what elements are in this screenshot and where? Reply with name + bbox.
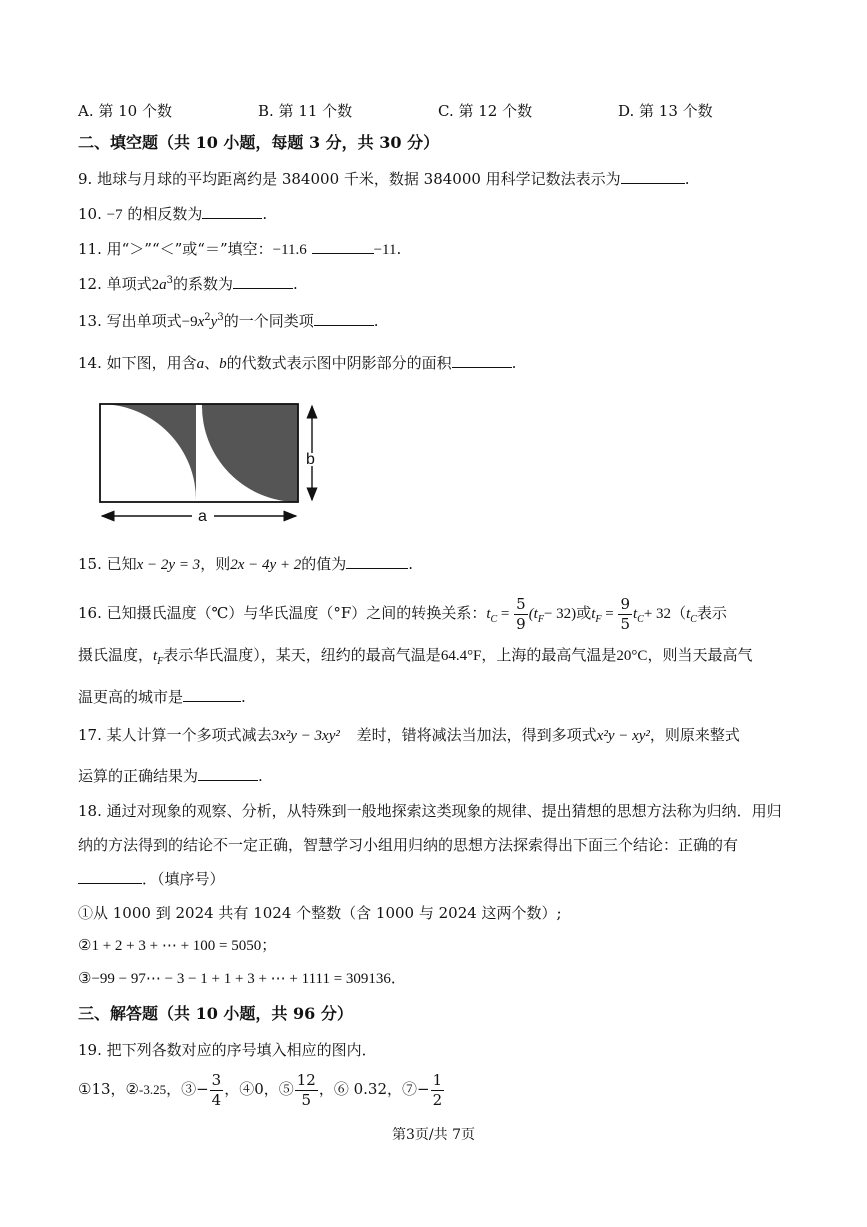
q18-item-3: ③−99 − 97⋯ − 3 − 1 + 1 + 3 + ⋯ + 1111 = 309136． [78,971,406,987]
question-13 [78,310,378,333]
q17-text: 17. 某人计算一个多项式减去 [78,726,272,744]
q16-tf-2-sub: F [157,656,164,667]
q16-line2-c: ，上海的最高气温是 [481,646,617,664]
q13-answer-blank [314,311,374,326]
q14-b: b [219,356,227,372]
question-14 [78,352,516,375]
q19-frac-3-4 [210,1070,224,1109]
section3-title: 三、解答题（共 10 小题，共 96 分） [78,1004,353,1023]
q19-frac3-den: 4 [211,1090,222,1109]
q16-tf-2: t [153,648,158,664]
question-18-line3 [78,868,225,890]
q16-line2-a: 摄氏温度， [78,646,154,664]
question-10 [78,203,267,226]
q19-n2: -3.25 [138,1082,167,1097]
q10-answer-blank [202,204,262,219]
q11-text: 11. 用“＞”“＜”或“＝”填空： [78,240,273,258]
q16-end: . [241,688,246,706]
q16-or: 或 [576,604,592,622]
q19-frac3-num: 3 [211,1070,222,1089]
q16-line3: 温更高的城市是 [78,688,184,706]
q16-frac2-den: 5 [620,614,630,633]
q15-answer-blank [346,554,408,569]
q12-text: 12. 单项式 [78,275,152,293]
q19-n3: ，③− [166,1080,209,1098]
q17-expr1: 3x²y − 3xy² [271,728,340,744]
question-18-line2: 纳的方法得到的结论不一定正确，智慧学习小组用归纳的思想方法探索得出下面三个结论：正确的有 [78,836,739,854]
section2-title: 二、填空题（共 10 小题，每题 3 分，共 30 分） [78,133,440,152]
q12-end: . [293,275,298,293]
q11-answer-blank [312,239,374,254]
q16-frac-9-5 [618,594,632,633]
question-16-line3 [78,686,246,708]
choice-d: D. 第 13 个数 [618,102,713,120]
q19-n4: ，④0，⑤ [224,1080,294,1098]
q10-num: 10. [78,205,102,223]
q17-answer-blank [198,766,258,781]
q16-ny-temp: 64.4°F [440,648,482,664]
q16-frac1-den: 9 [516,614,526,633]
page-footer: 第3页/共 7页 [392,1127,475,1143]
q16-tf: t [591,606,596,622]
q13-yexp: 3 [217,312,224,323]
q12-exp: 3 [166,275,173,286]
q16-tf-sub: F [595,614,602,625]
q15-end: . [408,555,414,573]
q16-tc-3: t [686,606,691,622]
q16-answer-blank [183,687,241,702]
q15-expr: 2x − 4y + 2 [230,557,302,573]
q16-paren: （ [671,604,687,622]
q16-eq1-rest: (t [528,606,538,622]
q16-sub-f: F [537,614,544,625]
q15-mid: ，则 [200,555,231,573]
choice-a: A. 第 10 个数 [78,102,172,120]
q16-frac1-num: 5 [516,594,526,613]
q14-a: a [196,356,205,372]
q14-sep: 、 [204,354,220,372]
q15-tail: 的值为 [301,555,347,573]
q16-line1: 16. 已知摄氏温度（℃）与华氏温度（°F）之间的转换关系： [78,604,487,622]
question-16-line2 [78,644,752,667]
q17-tail: ，则原来整式 [649,726,740,744]
q13-y: y [210,314,218,330]
q18-item-2: ②1 + 2 + 3 + ⋯ + 100 = 5050； [78,938,277,954]
question-17 [78,724,740,747]
q13-xexp: 2 [204,312,211,323]
q12-coef: 2 [151,277,160,293]
question-11 [78,238,401,261]
q11-left: −11.6 [272,242,307,258]
question-9 [78,168,689,190]
shaded-region-left [100,404,196,502]
q10-expr: −7 [106,207,123,223]
q16-note1: 表示 [696,604,727,622]
q13-tail: 的一个同类项 [223,312,314,330]
q19-frac-1-2 [431,1070,445,1109]
q9-end: . [684,170,690,188]
choice-b: B. 第 11 个数 [258,102,353,120]
q12-tail: 的系数为 [173,275,234,293]
q16-eq1-tail: − 32) [543,606,577,622]
q9-text: 9. 地球与月球的平均距离约是 384000 千米，数据 384000 用科学记数法表示为 [78,170,621,188]
q14-text: 14. 如下图，用含 [78,354,197,372]
question-19: 19. 把下列各数对应的序号填入相应的图内． [78,1041,377,1059]
q11-right: −11 [373,242,397,258]
q11-end: . [396,240,402,258]
question-12 [78,273,298,296]
q16-eq2-tail: + 32 [643,606,672,622]
question-15 [78,553,413,576]
label-a: a [198,508,207,525]
q16-line2-b: 表示华氏温度），某天，纽约的最高气温是 [163,646,441,664]
q19-frac7-den: 2 [432,1090,443,1109]
q13-x: x [197,314,205,330]
question-17-line2 [78,765,263,787]
q17-end: . [258,767,263,785]
q19-frac5-num: 12 [296,1070,316,1089]
choice-c: C. 第 12 个数 [438,102,533,120]
q19-frac5-den: 5 [301,1090,312,1109]
q19-frac-12-5 [295,1070,318,1109]
question-16: 16. 已知摄氏温度（℃）与华氏温度（°F）之间的转换关系：$t_C$ = $\frac{5}{9}$ $(t_F- 32)$或$t_F$ = $\frac{9}{5}$ $t_C+ 32(t_C$表示 [78,594,727,633]
q16-tc: t [486,606,491,622]
q17-expr2: x²y − xy² [596,728,650,744]
q9-answer-blank [621,169,685,184]
q16-tc-3-sub: C [690,614,697,625]
q19-numbers [78,1068,445,1111]
q18-line3: ．（填序号） [142,870,225,888]
q16-sub-c: C [490,614,498,625]
q19-n6: ，⑥ 0.32，⑦− [318,1080,430,1098]
q14-answer-blank [452,353,512,368]
label-b: b [306,451,315,468]
q12-var: a [159,277,167,293]
shaded-rectangle-figure [92,396,332,528]
q12-answer-blank [233,274,293,289]
shaded-region-right [202,404,298,502]
q13-coef: −9 [181,314,198,330]
q17-line2: 运算的正确结果为 [78,767,199,785]
question-18: 18. 通过对现象的观察、分析，从特殊到一般地探索这类现象的规律、提出猜想的思想方法称为归纳．用归 [78,802,782,820]
q15-text: 15. 已知 [78,555,137,573]
q16-tc-2-sub: C [637,614,644,625]
q15-cond: x − 2y = 3 [136,557,201,573]
q10-text: 的相反数为 [127,205,203,223]
q16-tc-2: t [633,606,638,622]
q16-frac2-num: 9 [620,594,630,613]
q16-sh-temp: 20°C [616,648,648,664]
q19-n1: ①13，② [78,1080,139,1098]
q13-end: . [373,312,379,330]
q14-tail: 的代数式表示图中阴影部分的面积 [226,354,452,372]
q18-answer-blank [78,869,142,884]
q18-item-1: ①从 1000 到 2024 共有 1024 个整数（含 1000 与 2024 这两个数）; [78,904,562,922]
q17-mid: 差时，错将减法当加法，得到多项式 [356,726,597,744]
q16-line2-d: ，则当天最高气 [647,646,753,664]
q16-frac-5-9 [514,594,528,633]
q13-text: 13. 写出单项式 [78,312,182,330]
q10-end: . [262,205,268,223]
q19-frac7-num: 1 [432,1070,443,1089]
q14-end: . [511,354,517,372]
